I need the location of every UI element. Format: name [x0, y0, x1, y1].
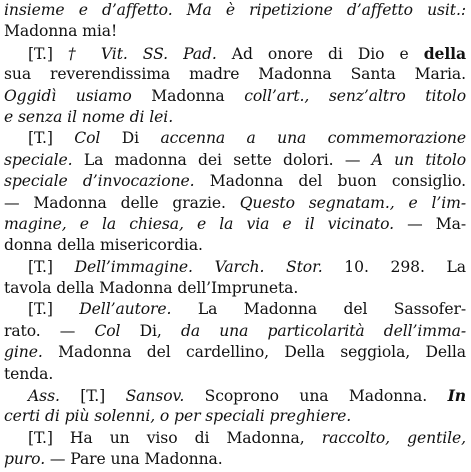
- text-segment: La madonna dei sette dolori. —: [72, 150, 372, 169]
- text-segment: † Vit. SS. Pad.: [67, 44, 217, 63]
- text-segment: Oggidì usiamo: [4, 86, 132, 105]
- text-segment: donna della misericordia.: [4, 236, 203, 255]
- text-line: [4, 150, 466, 171]
- dictionary-entry-text: [4, 0, 466, 471]
- text-segment: tavola della Madonna dell’Impruneta.: [4, 279, 299, 298]
- text-line: [4, 406, 466, 427]
- text-segment: — Madonna delle grazie.: [4, 193, 240, 212]
- text-segment: puro.: [4, 450, 46, 469]
- text-line: [4, 107, 466, 128]
- text-segment: certi di più solenni, o per speciali preghiere.: [4, 407, 352, 426]
- text-segment: gine.: [4, 343, 43, 362]
- text-segment: Madonna del cardellino, Della seggiola, Della: [42, 343, 466, 362]
- text-segment: Dell’autore.: [79, 300, 172, 319]
- text-line: [4, 299, 466, 320]
- text-line: [4, 449, 466, 470]
- text-segment: insieme e d’affetto. Ma è ripetizione d’affetto usit.:: [4, 1, 466, 19]
- text-segment: [T.]: [59, 387, 126, 406]
- text-segment: La Madonna del Sassofer-: [171, 300, 466, 319]
- text-line: [4, 278, 466, 299]
- text-segment: Madonna mia!: [4, 22, 118, 41]
- text-line: [4, 428, 466, 449]
- text-segment: raccolto, gentile,: [321, 428, 466, 447]
- text-segment: [T.]: [28, 129, 75, 148]
- text-segment: Di: [100, 129, 161, 148]
- text-segment: Col: [74, 129, 101, 148]
- text-segment: [T.]: [28, 257, 75, 276]
- text-segment: speciale.: [4, 150, 73, 169]
- text-segment: da una particolarità dell’imma-: [180, 321, 466, 340]
- text-line: [4, 64, 466, 85]
- text-line: [4, 171, 466, 192]
- text-segment: Di,: [120, 321, 181, 340]
- text-segment: Questo segnatam., e l’im-: [239, 193, 466, 212]
- text-segment: Madonna: [131, 86, 245, 105]
- text-segment: A un titolo: [371, 150, 466, 169]
- text-segment: Sansov.: [125, 387, 185, 406]
- text-line: [4, 43, 466, 64]
- text-segment: 10. 298. La: [322, 257, 466, 276]
- text-segment: Dell’immagine. Varch. Stor.: [74, 257, 323, 276]
- text-segment: accenna a una commemorazione: [160, 129, 466, 148]
- text-segment: speciale d’invocazione.: [4, 172, 195, 191]
- text-segment: — Pare una Madonna.: [45, 450, 223, 469]
- text-line: [4, 364, 466, 385]
- text-line: [4, 321, 466, 342]
- text-segment: In: [447, 386, 466, 406]
- text-segment: [T.]: [28, 44, 68, 63]
- text-segment: tenda.: [4, 364, 54, 383]
- text-segment: Madonna del buon consiglio.: [194, 172, 466, 191]
- text-segment: — Ma-: [393, 214, 466, 233]
- text-line: [4, 193, 466, 214]
- text-line: [4, 86, 466, 107]
- text-segment: Ad onore di Dio e: [216, 44, 424, 63]
- text-line: [4, 235, 466, 256]
- text-segment: Ass.: [28, 387, 60, 406]
- text-segment: Col: [94, 321, 121, 340]
- text-segment: sua reverendissima madre Madonna Santa Maria.: [4, 65, 466, 84]
- text-segment: coll’art., senz’altro titolo: [244, 86, 466, 105]
- text-line: [4, 257, 466, 278]
- text-segment: rato. —: [4, 321, 95, 340]
- text-segment: della: [423, 43, 466, 63]
- text-line: [4, 21, 466, 42]
- text-line: [4, 0, 466, 21]
- text-segment: [T.] Ha un viso di Madonna,: [28, 428, 322, 447]
- text-line: [4, 385, 466, 406]
- text-segment: magine, e la chiesa, e la via e il vicinato.: [4, 214, 394, 233]
- text-segment: e senza il nome di lei.: [4, 107, 174, 126]
- text-line: [4, 214, 466, 235]
- text-segment: [T.]: [28, 300, 80, 319]
- text-line: [4, 128, 466, 149]
- text-segment: Scoprono una Madonna.: [184, 387, 448, 406]
- text-line: [4, 342, 466, 363]
